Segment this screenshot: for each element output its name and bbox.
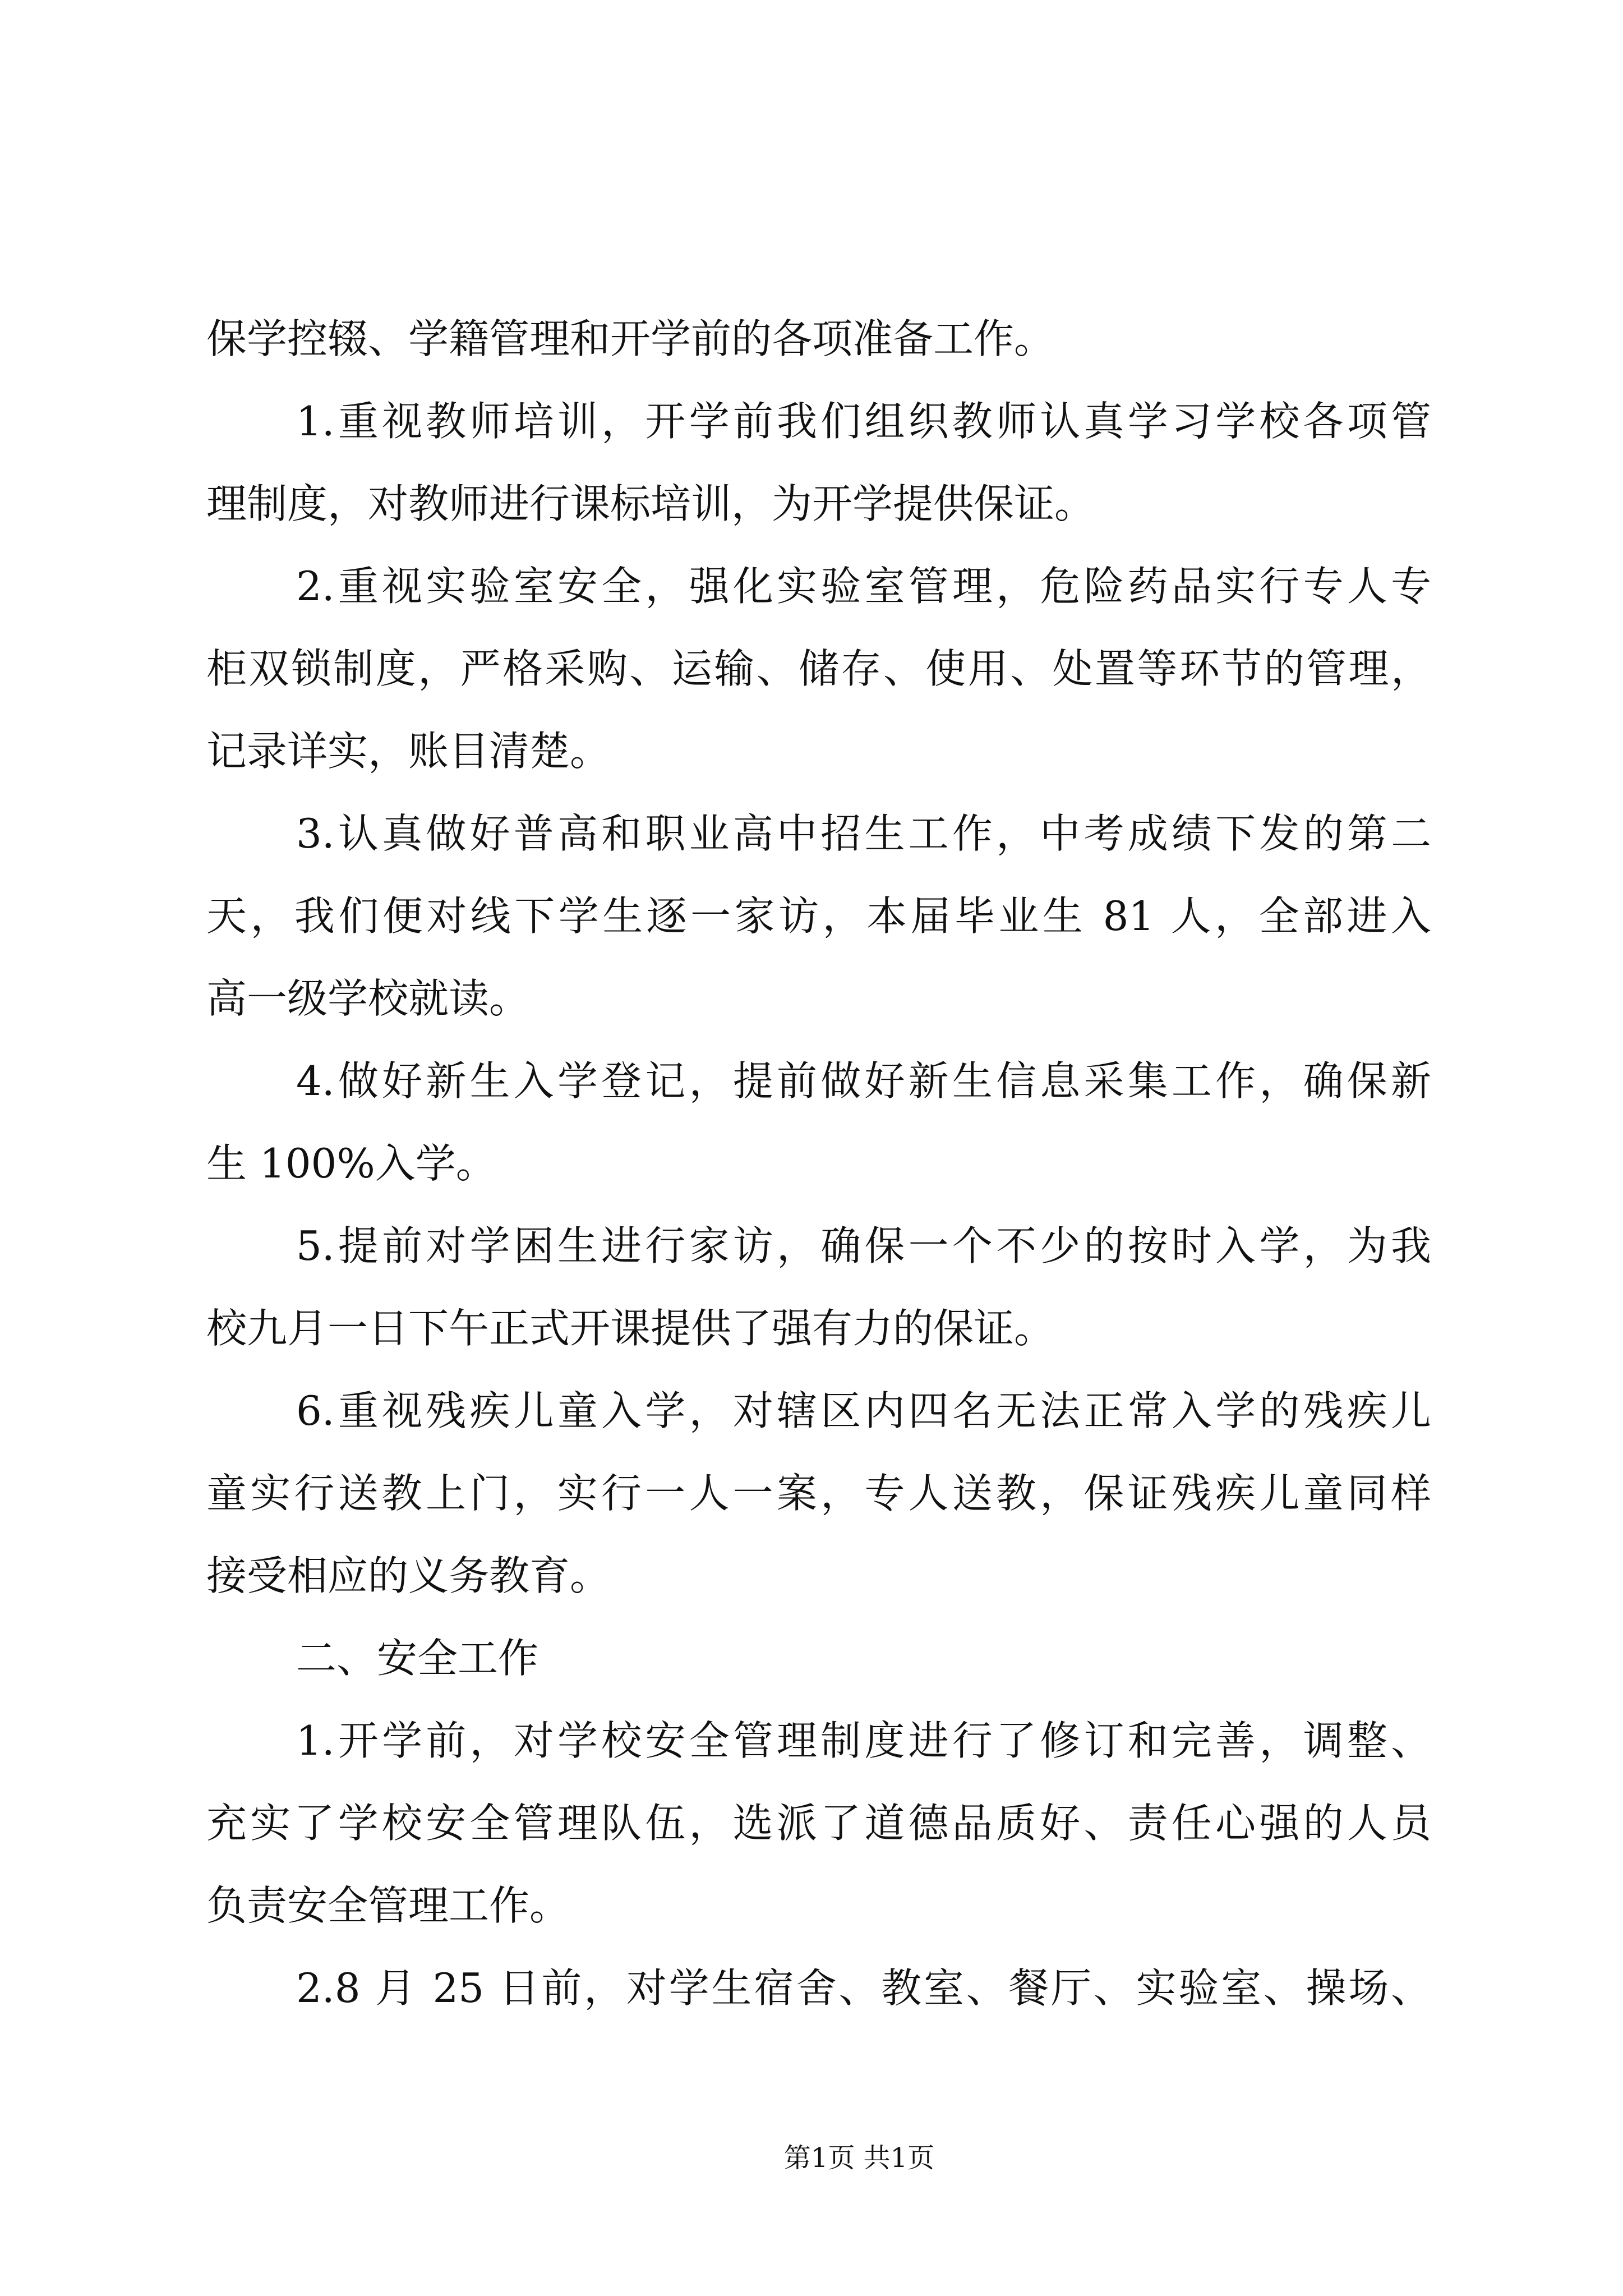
paragraph-item-5	[206, 1205, 1431, 1370]
paragraph-line: 童实行送教上门，实行一人一案，专人送教，保证残疾儿童同样	[206, 1470, 1431, 1517]
paragraph-line: 2.8 月 25 日前，对学生宿舍、教室、餐厅、实验室、操场、	[296, 1964, 1431, 2012]
page-number-footer: 第1页 共1页	[783, 2142, 935, 2174]
paragraph-line: 理制度，对教师进行课标培训，为开学提供保证。	[206, 480, 1095, 527]
paragraph-line: 接受相应的义务教育。	[206, 1552, 611, 1599]
paragraph-item-4	[206, 1040, 1431, 1205]
body-text	[206, 298, 1431, 2030]
paragraph-line: 3.认真做好普高和职业高中招生工作，中考成绩下发的第二	[296, 810, 1431, 857]
paragraph-continuation	[206, 298, 1431, 380]
section-heading-text: 二、安全工作	[296, 1635, 539, 1682]
paragraph-line: 1.开学前，对学校安全管理制度进行了修订和完善，调整、	[296, 1717, 1431, 1764]
paragraph-line: 4.做好新生入学登记，提前做好新生信息采集工作，确保新	[296, 1057, 1431, 1105]
paragraph-item-3	[206, 793, 1431, 1040]
paragraph-item-1	[206, 380, 1431, 545]
paragraph-line: 高一级学校就读。	[206, 975, 530, 1022]
paragraph-item-6	[206, 1370, 1431, 1617]
paragraph-line: 柜双锁制度，严格采购、运输、储存、使用、处置等环节的管理，	[206, 645, 1431, 692]
section-heading	[206, 1617, 1431, 1700]
paragraph-item-2	[206, 545, 1431, 793]
paragraph-line: 充实了学校安全管理队伍，选派了道德品质好、责任心强的人员	[206, 1800, 1431, 1847]
paragraph-line: 6.重视残疾儿童入学，对辖区内四名无法正常入学的残疾儿	[296, 1387, 1431, 1434]
safety-item-1	[206, 1700, 1431, 1947]
paragraph-line: 生 100%入学。	[206, 1140, 496, 1187]
paragraph-line: 2.重视实验室安全，强化实验室管理，危险药品实行专人专	[296, 563, 1431, 610]
paragraph-line: 1.重视教师培训，开学前我们组织教师认真学习学校各项管	[296, 398, 1431, 445]
paragraph-line: 校九月一日下午正式开课提供了强有力的保证。	[206, 1305, 1055, 1352]
paragraph-line: 保学控辍、学籍管理和开学前的各项准备工作。	[206, 315, 1055, 362]
paragraph-line: 负责安全管理工作。	[206, 1882, 570, 1929]
safety-item-2	[206, 1947, 1431, 2030]
paragraph-line: 5.提前对学困生进行家访，确保一个不少的按时入学，为我	[296, 1222, 1431, 1269]
paragraph-line: 天，我们便对线下学生逐一家访，本届毕业生 81 人，全部进入	[206, 892, 1431, 940]
paragraph-line: 记录详实，账目清楚。	[206, 728, 611, 775]
